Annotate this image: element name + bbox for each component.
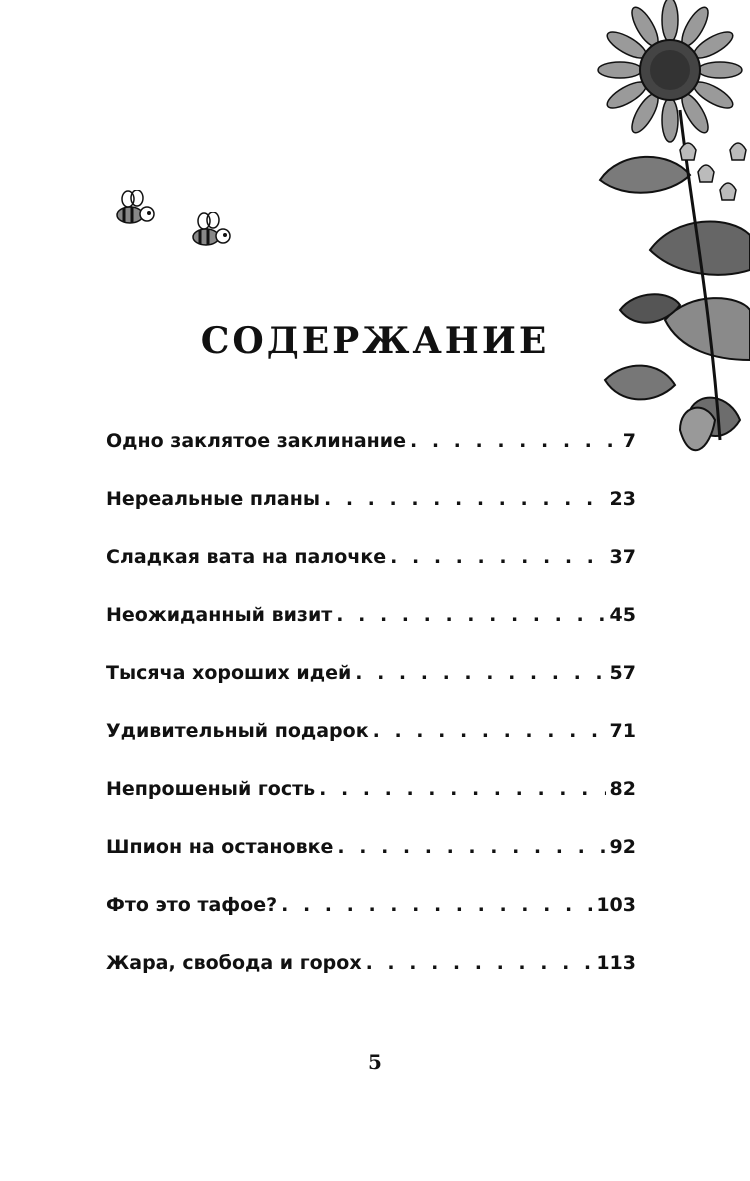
sunflower-illustration <box>580 0 750 470</box>
toc-entry-page: 23 <box>609 488 636 510</box>
toc-entry <box>106 836 636 894</box>
toc-dot-leader <box>324 488 606 510</box>
toc-entry-page: 82 <box>609 778 636 800</box>
bee-icon <box>186 212 236 252</box>
toc-dot-leader <box>366 952 593 974</box>
toc-entry-title: Неожиданный визит <box>106 604 333 626</box>
toc-entry <box>106 546 636 604</box>
toc-dot-leader <box>355 662 605 684</box>
toc-entry-page: 71 <box>609 720 636 742</box>
page-number: 5 <box>368 1050 382 1074</box>
toc-entry-title: Жара, свобода и горох <box>106 952 362 974</box>
toc-dot-leader <box>281 894 592 916</box>
toc-entry <box>106 952 636 1010</box>
toc-dot-leader <box>319 778 605 800</box>
toc-entry-title: Сладкая вата на палочке <box>106 546 387 568</box>
toc-entry-page: 45 <box>609 604 636 626</box>
toc-entry <box>106 778 636 836</box>
toc-entry-page: 113 <box>596 952 636 974</box>
toc-dot-leader <box>337 836 605 858</box>
toc-entry <box>106 430 636 488</box>
toc-entry-page: 103 <box>596 894 636 916</box>
toc-entry <box>106 720 636 778</box>
toc-entry-page: 37 <box>609 546 636 568</box>
toc-entry-title: Нереальные планы <box>106 488 321 510</box>
toc-entry-page: 92 <box>609 836 636 858</box>
toc-entry-title: Фто это тафое? <box>106 894 278 916</box>
toc-dot-leader <box>390 546 605 568</box>
toc-entry-page: 7 <box>622 430 636 452</box>
toc-entry-page: 57 <box>609 662 636 684</box>
toc-entry-title: Одно заклятое заклинание <box>106 430 406 452</box>
toc-dot-leader <box>410 430 619 452</box>
table-of-contents <box>106 430 636 1010</box>
page-title: СОДЕРЖАНИЕ <box>200 320 550 362</box>
toc-dot-leader <box>373 720 606 742</box>
toc-dot-leader <box>336 604 605 626</box>
toc-entry <box>106 894 636 952</box>
toc-entry <box>106 662 636 720</box>
toc-entry-title: Тысяча хороших идей <box>106 662 352 684</box>
toc-entry-title: Непрошеный гость <box>106 778 316 800</box>
toc-entry-title: Шпион на остановке <box>106 836 334 858</box>
toc-entry <box>106 488 636 546</box>
toc-entry <box>106 604 636 662</box>
bee-icon <box>110 190 160 230</box>
toc-entry-title: Удивительный подарок <box>106 720 369 742</box>
